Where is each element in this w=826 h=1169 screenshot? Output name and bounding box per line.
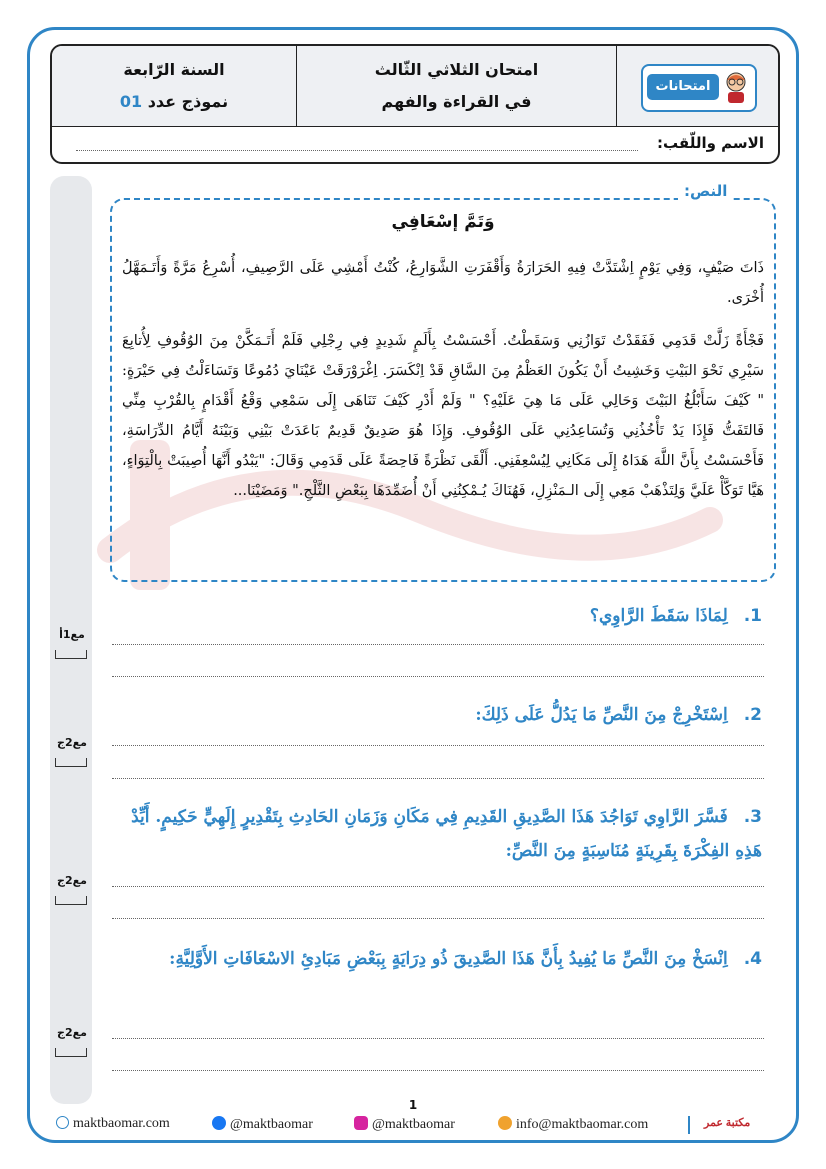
question-number: 4.: [743, 949, 762, 969]
score-box-q4[interactable]: [55, 1048, 87, 1057]
model-number-line: [52, 92, 296, 111]
footer-divider: [688, 1116, 690, 1134]
globe-icon: [56, 1116, 69, 1129]
criterion-label-q2: مع2ج: [57, 736, 87, 749]
page-footer: [56, 1114, 772, 1136]
answer-line[interactable]: [112, 886, 764, 887]
footer-logo: مكتبة عمر: [704, 1117, 751, 1129]
logo-text: امتحانات: [647, 74, 719, 100]
site-logo: [641, 64, 757, 112]
answer-line[interactable]: [112, 918, 764, 919]
footer-instagram-text: @maktbaomar: [372, 1117, 455, 1132]
footer-email[interactable]: [498, 1116, 648, 1133]
answer-line[interactable]: [112, 644, 764, 645]
page-number: 1: [408, 1098, 418, 1112]
footer-website[interactable]: [56, 1116, 170, 1132]
footer-facebook-text: @maktbaomar: [230, 1117, 313, 1132]
header-title-cell: [297, 46, 617, 126]
answer-line[interactable]: [112, 778, 764, 779]
text-section-label: النص:: [678, 182, 733, 200]
instagram-icon: [354, 1116, 368, 1130]
text-title: وَتَمَّ إسْعَافِي: [391, 212, 495, 232]
answer-line[interactable]: [112, 1038, 764, 1039]
exam-subject: في القراءة والفهم: [381, 92, 532, 111]
header-top-row: [52, 46, 778, 127]
score-box-q3[interactable]: [55, 896, 87, 905]
question-4: [110, 942, 762, 976]
text-paragraph-2: فَجْأَةً زَلَّتْ قَدَمِي فَفَقَدْتُ تَوَازُنِي وَسَقَطْتُ. أَحْسَسْتُ بِأَلَمٍ شَدِيدٍ فِي رِجْلِي فَلَمْ أَتَـمَكَّنْ مِنَ الوُقُوفِ لِأُتابِعَ سَيْرِي نَحْوَ البَيْتِ وَخَشِيتُ أَنْ يَكُونَ العَظْمُ مِنَ السَّاقِ قَدْ اِنْكَسَرَ. اِغْرَوْرَقَتْ عَيْنَايَ دُمُوعًا وَتَسَاءَلْتُ فِي حَيْرَةٍ: " كَيْفَ سَأَبْلُغُ البَيْتَ وَحَالِي عَلَى مَا هِيَ عَلَيْهِ؟ " وَلَمْ أَدْرِ كَيْفَ تَنَاهَى إِلَى سَمْعِي وَقْعُ أَقْدَامٍ بِالقُرْبِ مِنِّي فَالتَفَتُّ فَإِذَا يَدٌ تَأْخُذُنِي وَتُسَاعِدُنِي عَلَى الوُقُوفِ. وَإِذَا هُوَ صَدِيقٌ قَدِيمٌ بَاعَدَتْ بَيْنِي وَبَيْنَهُ أَيَّامُ الدِّرَاسَةِ، فَأَحْسَسْتُ بِأَنَّ اللَّهَ هَدَاهُ إِلَى مَكَانِي لِيُسْعِفَنِي. أَلْقَى نَظْرَةً فَاحِصَةً عَلَى قَدَمِي وَقَالَ: "يَبْدُو أَنَّهَا أُصِيبَتْ بِالْتِوَاءٍ، هَيَّا تَوَكَّأْ عَلَيَّ وَلِتَذْهَبْ مَعِي إِلَى الـمَنْزِلِ، فَهُنَاكَ يُـمْكِنُنِي أَنْ أُضَمِّدَهَا بِبَعْضِ الثَّلْجِ." وَمَضَيْنَا...: [122, 333, 764, 499]
footer-instagram[interactable]: [354, 1116, 455, 1133]
question-text: اِنْسَخْ مِنَ النَّصِّ مَا يُفِيدُ بِأَنَّ هَذَا الصَّدِيقَ ذُو دِرَايَةٍ بِبَعْضِ مَبَادِئِ الاسْعَافَاتِ الأَوَّلِيَّةِ:: [169, 949, 728, 969]
question-text: اِسْتَخْرِجْ مِنَ النَّصِّ مَا يَدُلُّ عَلَى ذَلِكَ:: [475, 705, 728, 725]
question-3: [110, 800, 762, 868]
answer-line[interactable]: [112, 1070, 764, 1071]
question-number: 2.: [743, 705, 762, 725]
answer-line[interactable]: [112, 676, 764, 677]
footer-email-text: info@maktbaomar.com: [516, 1117, 649, 1132]
school-year: السنة الرّابعة: [123, 60, 225, 79]
question-number: 3.: [743, 807, 762, 827]
footer-facebook[interactable]: [212, 1116, 313, 1133]
exam-title: امتحان الثلاثي الثّالث: [374, 60, 539, 79]
model-label: نموذج عدد: [147, 92, 229, 111]
footer-website-text: maktbaomar.com: [73, 1116, 170, 1131]
name-label: الاسم واللّقب:: [657, 134, 764, 152]
facebook-icon: [212, 1116, 226, 1130]
text-paragraph-1: ذَاتَ صَيْفٍ، وَفِي يَوْمٍ اِشْتَدَّتْ فِيهِ الحَرَارَةُ وَأَقْفَرَتِ الشَّوَارِعُ، كُنْتُ أَمْشِي عَلَى الرَّصِيفِ، أُسْرِعُ مَرَّةً وَأَتَـمَهَّلُ أُخْرَى.: [122, 260, 764, 306]
email-icon: [498, 1116, 512, 1130]
model-number: 01: [119, 92, 143, 111]
score-box-q1[interactable]: [55, 650, 87, 659]
question-number: 1.: [743, 606, 762, 626]
criterion-label-q1: مع1أ: [59, 628, 85, 641]
student-name-row: [52, 126, 778, 164]
score-box-q2[interactable]: [55, 758, 87, 767]
question-1: [110, 599, 762, 633]
question-text: فَسَّرَ الرَّاوِي تَوَاجُدَ هَذَا الصَّدِيقِ القَدِيمِ فِي مَكَانِ وَزَمَانِ الحَادِثِ بِتَقْدِيرٍ إِلَهِيٍّ حَكِيمٍ. أَيِّدْ هَذِهِ الفِكْرَةَ بِقَرِينَةٍ مُنَاسِبَةٍ مِنَ النَّصِّ:: [131, 807, 762, 861]
name-field[interactable]: [76, 150, 638, 151]
question-text: لِمَاذَا سَقَطَ الرَّاوِي؟: [589, 606, 728, 626]
criterion-label-q4: مع2ج: [57, 1026, 87, 1039]
question-2: [110, 698, 762, 732]
exam-header: [50, 44, 780, 164]
answer-line[interactable]: [112, 745, 764, 746]
header-logo-cell: [617, 46, 780, 126]
header-year-cell: [52, 46, 297, 126]
teacher-mascot-icon: [721, 70, 751, 104]
criterion-label-q3: مع2ج: [57, 874, 87, 887]
